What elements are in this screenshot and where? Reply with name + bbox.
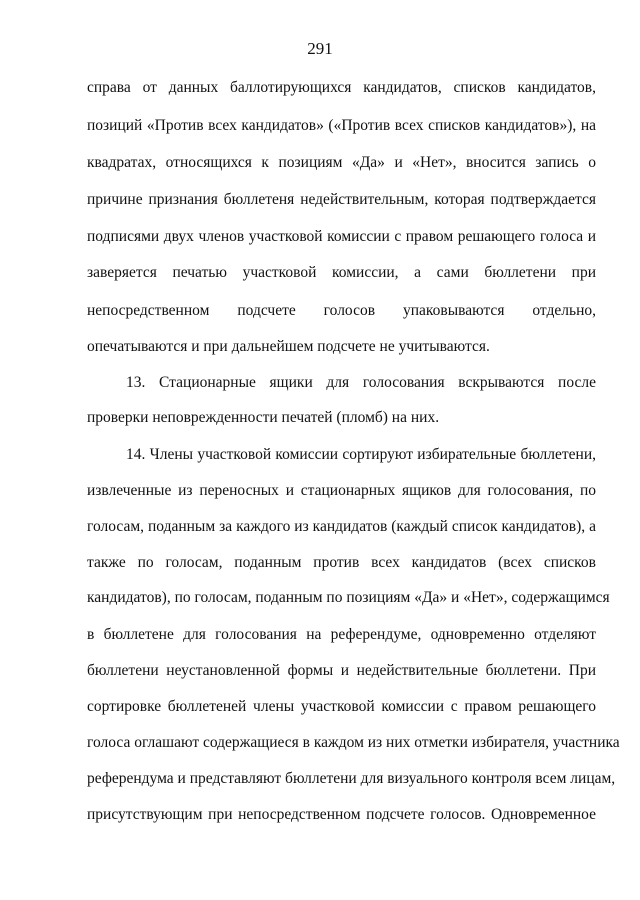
text-line: справа от данных баллотирующихся кандидатов, списков кандидатов, <box>87 79 596 96</box>
text-line: 14. Члены участковой комиссии сортируют избирательные бюллетени, <box>126 446 596 463</box>
text-line: 13. Стационарные ящики для голосования вскрываются после <box>126 374 596 391</box>
text-line: заверяется печатью участковой комиссии, а сами бюллетени при <box>87 264 596 281</box>
text-line: подписями двух членов участковой комиссии с правом решающего голоса и <box>87 228 596 245</box>
text-line: квадратах, относящихся к позициям «Да» и «Нет», вносится запись о <box>87 154 596 171</box>
text-line: голоса оглашают содержащиеся в каждом из них отметки избирателя, участника <box>87 734 620 751</box>
text-line: бюллетени неустановленной формы и недействительные бюллетени. При <box>87 662 596 679</box>
text-line: позиций «Против всех кандидатов» («Против всех списков кандидатов»), на <box>87 117 596 134</box>
text-line: опечатываются и при дальнейшем подсчете не учитываются. <box>87 338 490 355</box>
text-line: непосредственном подсчете голосов упаковываются отдельно, <box>87 302 596 319</box>
text-line: проверки неповрежденности печатей (пломб) на них. <box>87 409 440 426</box>
text-line: голосам, поданным за каждого из кандидатов (каждый список кандидатов), а <box>87 518 596 535</box>
text-line: в бюллетене для голосования на референдуме, одновременно отделяют <box>87 626 596 643</box>
text-line: референдума и представляют бюллетени для визуального контроля всем лицам, <box>87 770 616 787</box>
page-number: 291 <box>307 39 333 58</box>
text-line: причине признания бюллетеня недействительным, которая подтверждается <box>87 191 596 208</box>
text-line: кандидатов), по голосам, поданным по позициям «Да» и «Нет», содержащимся <box>87 589 610 606</box>
text-line: присутствующим при непосредственном подсчете голосов. Одновременное <box>87 806 596 823</box>
text-line: извлеченные из переносных и стационарных ящиков для голосования, по <box>87 482 596 499</box>
text-line: сортировке бюллетеней члены участковой комиссии с правом решающего <box>87 698 596 715</box>
text-line: также по голосам, поданным против всех кандидатов (всех списков <box>87 554 596 571</box>
